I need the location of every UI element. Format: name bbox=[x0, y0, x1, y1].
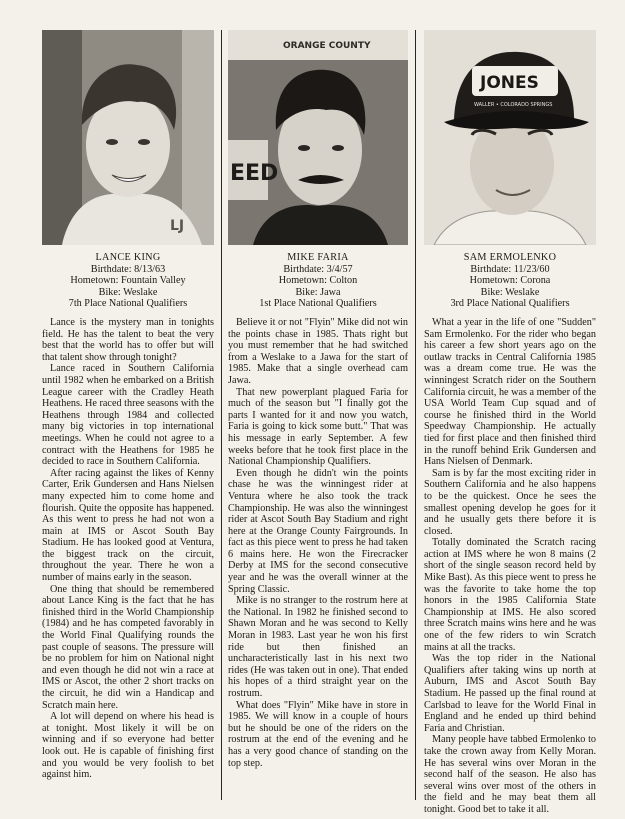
bio-paragraph: That new powerplant plagued Faria for much of the season but "I finally got the parts I wanted for it and now you watch, Faria is going to kick some butt." That was his message in early September. A few weeks before that he took first place in the National Championship Qualifiers. bbox=[228, 386, 408, 468]
photo-sign-text: EED bbox=[230, 161, 279, 186]
bio-paragraph: Lance is the mystery man in tonights field. He has the talent to beat the very best that the world has to offer but will that talent show through tonight? bbox=[42, 317, 214, 363]
rider-name: MIKE FARIA bbox=[287, 252, 349, 263]
bio-paragraph: What a year in the life of one "Sudden" Sam Ermolenko. For the rider who began his career a few short years ago on the outlaw tracks in Central California 1985 was a dream come true. He was the winningest Scratch rider on the Southern California circuit, he was a member of the USA World Team Cup squad and of course he finished third in the World Speedway Championship. He actually tied for first place and then finished third in the runoff behind Erik Gundersen and Hans Nielsen of Denmark. bbox=[424, 317, 596, 468]
bio-paragraph: Was the top rider in the National Qualifiers after taking wins up north at Auburn, IMS and Ascot South Bay Stadium. He passed up the final round at Carlsbad to leave for the World Final in England and he ended up third behind Faria and Christian. bbox=[424, 653, 596, 734]
rider-birthdate: Birthdate: 11/23/60 bbox=[470, 263, 550, 275]
bio-paragraph: A lot will depend on where his head is at tonight. Most likely it will be on winning and if so everyone had better look out. He is capable of finishing first and you would be very foolish to bet against him. bbox=[42, 711, 214, 781]
bio-paragraph: What does "Flyin" Mike have in store in 1985. We will know in a couple of hours but he should be one of the riders on the rostrum at the end of the evening and he has a very good chance of standing on the top step. bbox=[228, 699, 408, 769]
rider-caption-sam-ermolenko bbox=[424, 252, 596, 310]
bio-paragraph: Sam is by far the most exciting rider in Southern California and he also happens to be the quickest. Once he sees the smallest opening develop he goes for it and he usually gets there before it is closed. bbox=[424, 467, 596, 537]
bio-paragraph: Lance raced in Southern California until 1982 when he embarked on a British League career with the Cradley Heath Heathens. He raced three seasons with the Heathens through 1984 and collected many big victories in top international meetings. When he could not agree to a contract with the Heathens for 1985 he decided to race in Southern California. bbox=[42, 363, 214, 468]
rider-photo-mike-faria bbox=[228, 30, 408, 245]
rider-qualifier: 1st Place National Qualifiers bbox=[259, 298, 377, 309]
rider-photo-lance-king bbox=[42, 30, 214, 245]
rider-caption-lance-king bbox=[42, 252, 214, 310]
column-divider-left bbox=[221, 30, 222, 800]
rider-bike: Bike: Weslake bbox=[98, 286, 158, 298]
rider-hometown: Hometown: Colton bbox=[278, 275, 358, 286]
rider-qualifier: 7th Place National Qualifiers bbox=[68, 298, 188, 309]
rider-hometown: Hometown: Fountain Valley bbox=[70, 275, 186, 286]
bio-paragraph: Many people have tabbed Ermolenko to take the crown away from Kelly Moran. He has several wins over Moran in the second half of the season. He also has several wins over most of the others in the field and he may beat them all tonight. Good bet to take it all. bbox=[424, 734, 596, 815]
bio-paragraph: One thing that should be remembered about Lance King is the fact that he has finished third in the World Championship (1984) and he has competed favorably in the World Final Qualifying rounds the past couple of seasons. The pressure will be no problem for him on National night and even though he did not win a race at IMS or Ascot, the other 2 short tracks on the circuit, he did win a Handicap and Scratch main here. bbox=[42, 583, 214, 711]
rider-birthdate: Birthdate: 3/4/57 bbox=[283, 263, 353, 275]
photo-cap-text: JONES bbox=[480, 73, 539, 93]
rider-caption-mike-faria bbox=[228, 252, 408, 310]
column-divider-right bbox=[415, 30, 416, 800]
rider-hometown: Hometown: Corona bbox=[469, 275, 551, 286]
rider-birthdate: Birthdate: 8/13/63 bbox=[90, 263, 166, 275]
rider-bio-mike-faria bbox=[228, 317, 408, 769]
bio-paragraph: Totally dominated the Scratch racing action at IMS where he won 8 mains (2 short of the single season record held by Mike Bast). As this piece went to press he was the favorite to take home the top honors in the 1985 California State Championship at IMS. He also scored three Scratch mains wins here and he was one of the few riders to win Scratch mains at all the tracks. bbox=[424, 537, 596, 653]
bio-paragraph: Mike is no stranger to the rostrum here at the National. In 1982 he finished second to Shawn Moran and he was second to Kelly Moran in 1983. Last year he won his first ride but then finished an uncharacteristically last in his next two rides (He was taken out in one). That ended his hopes of a third straight year on the rostrum. bbox=[228, 595, 408, 699]
photo-banner-text: ORANGE COUNTY bbox=[283, 41, 371, 51]
rider-qualifier: 3rd Place National Qualifiers bbox=[450, 298, 570, 309]
rider-name: LANCE KING bbox=[95, 252, 161, 263]
rider-bike: Bike: Jawa bbox=[295, 286, 341, 298]
photo-shirt-text: LJ bbox=[170, 218, 185, 234]
bio-paragraph: Believe it or not "Flyin" Mike did not win the points chase in 1985. Thats right but you must remember that he had switched from a Weslake to a Jawa for the start of 1985. Make that a single overhead cam Jawa. bbox=[228, 317, 408, 386]
rider-bio-lance-king bbox=[42, 317, 214, 781]
bio-paragraph: After racing against the likes of Kenny Carter, Erik Gundersen and Hans Nielsen many expected him to come home and flourish. Quite the opposite has happened. As this went to press he had not won a main at IMS or Ascot South Bay Stadium. He has looked good at Ventura, the biggest track on the circuit, throughout the year. There he won a number of mains early in the season. bbox=[42, 467, 214, 584]
photo-cap-subtext: WALLER • COLORADO SPRINGS bbox=[474, 102, 553, 108]
rider-bike: Bike: Weslake bbox=[480, 286, 540, 298]
bio-paragraph: Even though he didn't win the points chase he was the winningest rider at Ventura where he also took the track Championship. He was also the winningest rider at Ascot South Bay Stadium and right here at the Orange County Fairgrounds. In fact as this piece went to press he had taken 6 mains here. He won the Firecracker Derby at IMS for the second consecutive year and he was the overall winner at the Spring Classic. bbox=[228, 467, 408, 595]
rider-name: SAM ERMOLENKO bbox=[463, 252, 557, 263]
rider-bio-sam-ermolenko bbox=[424, 317, 596, 816]
rider-photo-sam-ermolenko bbox=[424, 30, 596, 245]
